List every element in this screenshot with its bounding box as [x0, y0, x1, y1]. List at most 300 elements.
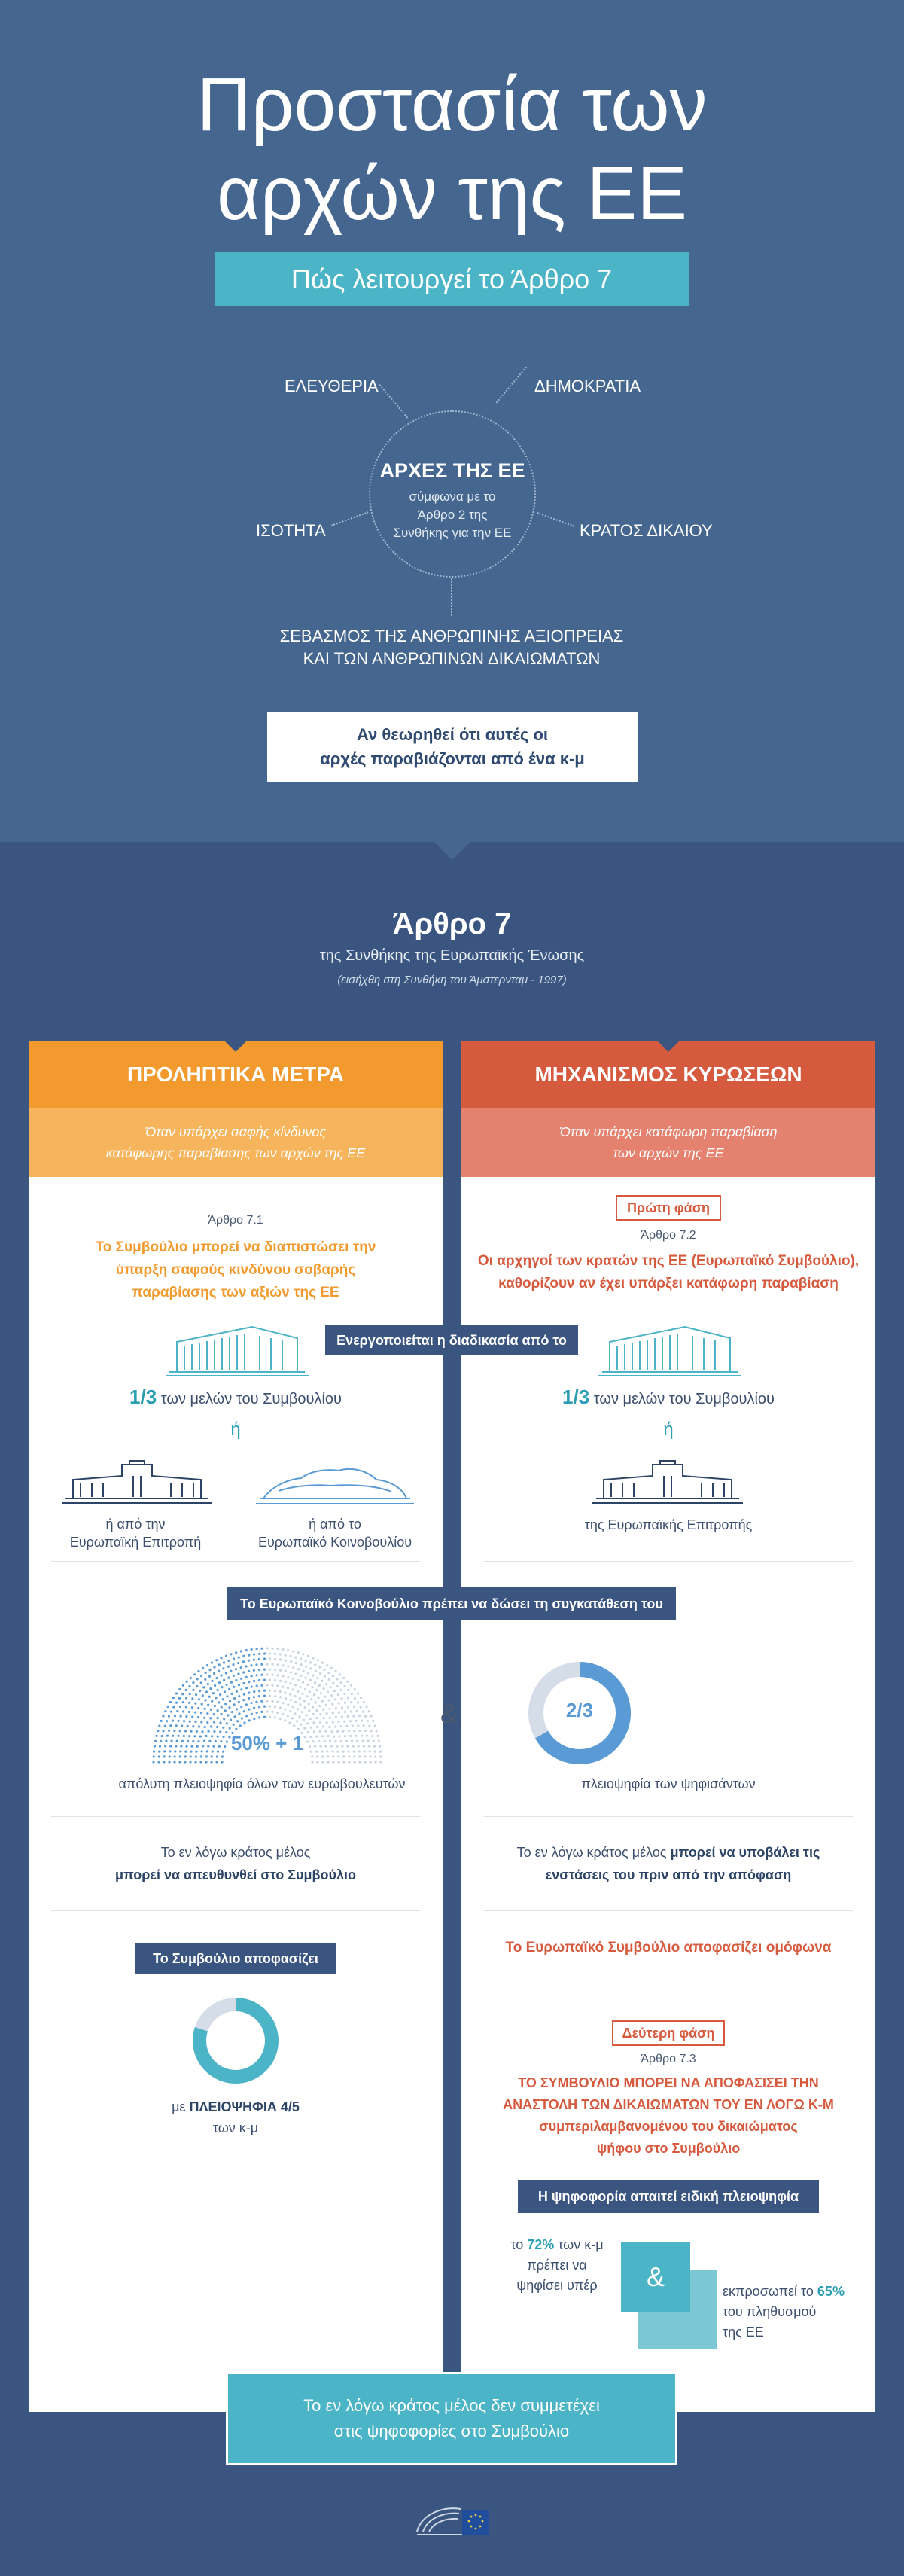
seat-dot: [189, 1721, 191, 1723]
seat-dot: [299, 1703, 301, 1706]
seat-dot: [202, 1667, 204, 1669]
seat-dot: [233, 1697, 236, 1700]
seat-dot: [350, 1710, 352, 1712]
seat-dot: [180, 1715, 182, 1718]
seat-dot: [202, 1686, 205, 1688]
seat-dot: [351, 1693, 353, 1695]
seat-dot: [250, 1702, 252, 1704]
seat-dot: [364, 1730, 367, 1732]
seat-dot: [175, 1745, 177, 1747]
seat-dot: [353, 1755, 355, 1757]
seat-dot: [324, 1730, 327, 1733]
seat-dot: [354, 1697, 356, 1700]
seat-dot: [336, 1685, 339, 1687]
seat-dot: [260, 1684, 263, 1687]
seat-dot: [184, 1755, 187, 1757]
seat-dot: [356, 1740, 358, 1742]
seat-dot: [224, 1690, 226, 1693]
seat-dot: [324, 1740, 326, 1742]
seat-dot: [289, 1693, 291, 1696]
seat-dot: [350, 1684, 352, 1687]
seat-dot: [336, 1730, 339, 1733]
seat-dot: [158, 1755, 160, 1757]
parliament-building-icon: [256, 1457, 414, 1510]
seat-dot: [312, 1713, 314, 1715]
seat-dot: [339, 1673, 341, 1675]
seat-dot: [204, 1678, 206, 1681]
seat-dot: [201, 1730, 203, 1733]
seat-dot: [253, 1690, 255, 1693]
seat-dot: [205, 1755, 208, 1757]
seat-dot: [227, 1677, 230, 1679]
seat-dot: [342, 1761, 345, 1763]
separator: [51, 1561, 420, 1562]
seat-dot: [274, 1658, 276, 1660]
seat-dot: [369, 1750, 371, 1752]
seat-dot: [298, 1715, 300, 1718]
seat-dot: [297, 1651, 300, 1654]
seat-dot: [263, 1669, 266, 1671]
seat-dot: [318, 1705, 321, 1707]
seat-dot: [328, 1678, 330, 1681]
seat-dot: [184, 1730, 187, 1732]
separator: [484, 1910, 853, 1911]
seat-dot: [186, 1681, 188, 1683]
seat-dot: [294, 1701, 297, 1703]
seat-dot: [172, 1706, 175, 1708]
seat-dot: [194, 1703, 196, 1705]
seat-dot: [224, 1703, 227, 1705]
two-thirds-label: πλειοψηφία των ψηφισάντων: [581, 1776, 756, 1791]
seat-dot: [173, 1730, 175, 1732]
seat-dot: [327, 1690, 329, 1693]
seat-dot: [242, 1699, 245, 1701]
seat-dot: [253, 1680, 255, 1682]
seat-dot: [341, 1745, 343, 1748]
seat-dot: [297, 1679, 300, 1681]
seat-dot: [296, 1720, 298, 1722]
seat-dot: [285, 1709, 287, 1711]
seat-dot: [325, 1683, 327, 1685]
seat-dot: [318, 1666, 321, 1669]
seat-dot: [356, 1710, 358, 1712]
seat-dot: [328, 1708, 330, 1710]
seat-dot: [303, 1706, 306, 1709]
seat-dot: [251, 1713, 253, 1715]
seat-dot: [327, 1755, 329, 1757]
seat-dot: [315, 1751, 318, 1753]
seat-dot: [194, 1721, 196, 1723]
seat-dot: [162, 1730, 164, 1732]
seat-dot: [306, 1714, 308, 1716]
seat-dot: [200, 1712, 202, 1714]
seat-dot: [266, 1684, 268, 1686]
seat-dot: [294, 1684, 297, 1686]
seat-dot: [160, 1740, 162, 1742]
seat-dot: [200, 1681, 202, 1684]
seat-dot: [282, 1686, 284, 1688]
seat-dot: [159, 1745, 161, 1748]
seat-dot: [374, 1755, 376, 1757]
seat-dot: [321, 1662, 324, 1664]
seat-dot: [272, 1700, 274, 1703]
seat-dot: [292, 1666, 294, 1669]
seat-dot: [335, 1716, 337, 1718]
seat-dot: [358, 1715, 361, 1717]
seat-dot: [291, 1717, 294, 1719]
seat-dot: [334, 1740, 336, 1742]
seat-dot: [172, 1735, 174, 1737]
seat-dot: [170, 1740, 172, 1742]
seat-dot: [330, 1686, 332, 1688]
seat-dot: [271, 1648, 273, 1650]
seat-dot: [198, 1698, 200, 1700]
right-header-notch: [658, 1041, 679, 1052]
seat-dot: [240, 1650, 242, 1652]
seat-dot: [307, 1655, 309, 1657]
seat-dot: [238, 1712, 240, 1715]
seat-dot: [245, 1665, 248, 1667]
seat-dot: [348, 1761, 350, 1763]
seat-dot: [312, 1721, 315, 1724]
seat-dot: [248, 1692, 250, 1694]
seat-dot: [255, 1701, 257, 1703]
seat-dot: [183, 1720, 185, 1722]
seat-dot: [309, 1690, 311, 1693]
council-decides-label: Το Συμβούλιο αποφασίζει: [135, 1943, 336, 1974]
seat-dot: [351, 1740, 353, 1742]
seat-dot: [209, 1717, 212, 1719]
seat-dot: [269, 1669, 271, 1671]
seat-dot: [195, 1751, 197, 1753]
seat-dot: [161, 1735, 163, 1737]
seat-dot: [361, 1720, 363, 1722]
seat-dot: [345, 1740, 348, 1742]
seat-dot: [258, 1690, 260, 1692]
seat-dot: [343, 1693, 345, 1695]
seat-dot: [271, 1711, 273, 1713]
seat-dot: [316, 1755, 318, 1757]
seat-dot: [368, 1710, 370, 1712]
seat-dot: [271, 1684, 273, 1687]
seat-dot: [201, 1703, 203, 1706]
seat-dot: [357, 1692, 359, 1694]
seat-dot: [320, 1692, 322, 1694]
seat-dot: [276, 1712, 279, 1714]
seat-dot: [315, 1701, 317, 1703]
seat-dot: [213, 1730, 215, 1733]
article-subtitle: της Συνθήκης της Ευρωπαϊκής Ένωσης: [319, 947, 585, 964]
seat-dot: [242, 1671, 245, 1673]
seat-dot: [279, 1680, 282, 1682]
seat-dot: [169, 1745, 172, 1747]
seat-dot: [197, 1707, 199, 1709]
final-banner: Το εν λόγω κράτος μέλος δεν συμμετέχει στις ψηφοφορίες στο Συμβούλιο: [226, 2372, 677, 2465]
seat-dot: [174, 1755, 176, 1757]
seat-dot: [223, 1679, 225, 1681]
seat-dot: [300, 1657, 302, 1660]
seat-dot: [300, 1686, 302, 1688]
seat-dot: [345, 1725, 348, 1727]
right-commission-label: της Ευρωπαϊκής Επιτροπής: [584, 1517, 753, 1532]
seat-dot: [231, 1693, 233, 1695]
seat-dot: [274, 1653, 276, 1655]
seat-dot: [340, 1681, 342, 1684]
seat-dot: [248, 1654, 250, 1657]
seat-dot: [166, 1735, 169, 1737]
seat-dot: [337, 1693, 339, 1696]
seat-dot: [177, 1720, 179, 1722]
seat-dot: [314, 1663, 316, 1666]
seat-dot: [227, 1660, 230, 1662]
seat-dot: [362, 1711, 364, 1713]
seat-dot: [207, 1704, 209, 1706]
seat-dot: [204, 1699, 206, 1701]
seat-dot: [256, 1684, 258, 1687]
seat-dot: [229, 1700, 231, 1702]
left-parliament-label: ή από το Ευρωπαϊκό Κοινοβουλίου: [257, 1517, 412, 1550]
ampersand: &: [440, 1698, 459, 1729]
seat-dot: [201, 1750, 203, 1752]
seat-dot: [157, 1761, 160, 1763]
seat-dot: [235, 1651, 237, 1654]
seat-dot: [183, 1735, 185, 1737]
seat-dot: [274, 1716, 276, 1718]
seat-dot: [176, 1710, 178, 1712]
seat-dot: [321, 1680, 323, 1682]
seat-dot: [334, 1698, 336, 1700]
seat-dot: [218, 1701, 220, 1703]
seat-dot: [266, 1700, 268, 1702]
seat-dot: [276, 1684, 279, 1687]
seat-dot: [269, 1706, 271, 1708]
seat-dot: [212, 1745, 215, 1748]
seat-dot: [310, 1727, 312, 1729]
seat-dot: [269, 1690, 271, 1692]
seat-dot: [263, 1716, 266, 1718]
principle-freedom: ΕΛΕΥΘΕΡΙΑ: [285, 376, 379, 395]
seat-dot: [200, 1675, 202, 1677]
seat-dot: [369, 1755, 371, 1757]
seat-dot: [203, 1708, 205, 1710]
seat-dot: [174, 1715, 176, 1717]
seat-dot: [253, 1696, 255, 1698]
seat-dot: [197, 1670, 199, 1672]
seat-dot: [287, 1676, 289, 1678]
seat-dot: [258, 1716, 260, 1718]
two-thirds-value: 2/3: [565, 1699, 594, 1721]
seat-dot: [334, 1670, 336, 1672]
seat-dot: [164, 1745, 166, 1747]
seat-dot: [218, 1681, 221, 1684]
seat-dot: [199, 1761, 202, 1763]
seat-dot: [346, 1745, 349, 1748]
seat-dot: [314, 1681, 316, 1684]
seat-dot: [336, 1678, 338, 1680]
principle-democracy: ΔΗΜΟΚΡΑΤΙΑ: [534, 376, 641, 395]
seat-dot: [223, 1661, 225, 1663]
seat-dot: [192, 1681, 194, 1684]
left-header-notch: [225, 1041, 246, 1052]
seat-dot: [212, 1750, 214, 1752]
seat-dot: [344, 1735, 346, 1737]
seat-dot: [233, 1703, 235, 1706]
seat-dot: [339, 1735, 341, 1737]
seat-dot: [158, 1724, 160, 1727]
seat-dot: [188, 1735, 190, 1737]
seat-dot: [311, 1755, 313, 1757]
seat-dot: [290, 1671, 292, 1673]
seat-dot: [340, 1740, 342, 1742]
seat-dot: [154, 1745, 156, 1748]
seat-dot: [373, 1740, 375, 1742]
seat-dot: [225, 1672, 227, 1674]
seat-dot: [213, 1721, 215, 1724]
seat-dot: [263, 1690, 266, 1692]
seat-dot: [206, 1712, 208, 1715]
seat-dot: [342, 1751, 344, 1753]
sanction-description: ΤΟ ΣΥΜΒΟΥΛΙΟ ΜΠΟΡΕΙ ΝΑ ΑΠΟΦΑΣΙΣΕΙ ΤΗΝ ΑΝΑΣΤΟΛΗ ΤΩΝ ΔΙΚΑΙΩΜΑΤΩΝ ΤΟΥ ΕΝ ΛΟΓΩ Κ-Μ συμπεριλαμβανομένου του δικαιώματος ψήφου στο Συμβούλιο: [503, 2075, 834, 2156]
seat-dot: [313, 1730, 315, 1733]
seat-dot: [214, 1705, 216, 1707]
right-subheader: Όταν υπάρχει κατάφωρη παραβίαση των αρχών της ΕΕ: [461, 1108, 875, 1177]
seat-dot: [205, 1735, 207, 1737]
seat-dot: [220, 1713, 222, 1715]
seat-dot: [308, 1703, 310, 1705]
seat-dot: [276, 1674, 279, 1676]
seat-dot: [332, 1761, 334, 1763]
seat-dot: [174, 1750, 176, 1752]
seat-dot: [240, 1666, 242, 1669]
seat-dot: [241, 1717, 243, 1719]
seat-dot: [178, 1697, 181, 1700]
seat-dot: [279, 1707, 282, 1709]
seat-dot: [269, 1657, 271, 1660]
seat-dot: [240, 1688, 242, 1690]
seat-dot: [191, 1715, 193, 1718]
seat-dot: [243, 1721, 245, 1724]
seat-dot: [263, 1695, 266, 1697]
seat-dot: [230, 1681, 233, 1684]
seat-dot: [181, 1693, 184, 1695]
seat-dot: [211, 1662, 213, 1664]
seat-dot: [164, 1710, 166, 1712]
seat-dot: [172, 1720, 174, 1722]
seat-dot: [282, 1648, 284, 1651]
seat-dot: [188, 1711, 190, 1713]
seat-dot: [210, 1709, 212, 1711]
seat-dot: [370, 1730, 372, 1732]
seat-dot: [228, 1688, 230, 1690]
seat-dot: [216, 1755, 218, 1757]
seat-dot: [285, 1681, 287, 1683]
consent-label: Το Ευρωπαϊκό Κοινοβούλιο πρέπει να δώσει τη συγκατάθεση του: [227, 1587, 676, 1620]
seat-dot: [279, 1659, 282, 1661]
seat-dot: [255, 1663, 257, 1666]
separator: [484, 1816, 853, 1817]
seat-dot: [240, 1678, 242, 1680]
seat-dot: [184, 1761, 186, 1763]
seat-dot: [336, 1745, 338, 1748]
seat-dot: [310, 1698, 312, 1700]
seat-dot: [303, 1670, 305, 1672]
section-arrow: [434, 842, 470, 860]
seat-dot: [327, 1761, 329, 1763]
seat-dot: [340, 1725, 342, 1727]
seat-dot: [169, 1724, 172, 1727]
seat-dot: [329, 1740, 331, 1742]
seat-dot: [191, 1745, 193, 1748]
seat-dot: [260, 1648, 263, 1650]
seat-dot: [321, 1700, 324, 1703]
seat-dot: [216, 1726, 218, 1728]
seat-dot: [196, 1685, 198, 1687]
seat-dot: [315, 1689, 318, 1691]
seat-dot: [279, 1718, 282, 1720]
left-or: ή: [230, 1419, 241, 1440]
seat-dot: [200, 1721, 202, 1723]
seat-dot: [366, 1735, 368, 1737]
seat-dot: [218, 1670, 220, 1672]
seat-dot: [300, 1724, 302, 1726]
seat-dot: [198, 1726, 200, 1728]
seat-dot: [168, 1730, 170, 1732]
seat-dot: [226, 1695, 228, 1697]
seat-dot: [374, 1724, 376, 1727]
seat-dot: [236, 1690, 238, 1693]
seat-dot: [155, 1735, 157, 1737]
seat-dot: [242, 1655, 245, 1657]
seat-dot: [208, 1730, 210, 1733]
seat-dot: [195, 1756, 197, 1758]
seat-dot: [303, 1700, 306, 1702]
seat-dot: [282, 1702, 284, 1704]
seat-dot: [274, 1695, 276, 1697]
seat-dot: [256, 1712, 258, 1714]
seat-dot: [153, 1751, 155, 1753]
seat-dot: [202, 1745, 204, 1747]
seat-dot: [294, 1672, 297, 1675]
seat-dot: [253, 1707, 255, 1709]
seat-dot: [368, 1745, 370, 1747]
seat-dot: [210, 1725, 212, 1727]
seat-dot: [289, 1682, 291, 1684]
seat-dot: [163, 1755, 166, 1757]
seat-dot: [235, 1668, 237, 1670]
seat-dot: [200, 1755, 202, 1757]
seat-dot: [347, 1706, 349, 1708]
seat-dot: [188, 1685, 190, 1687]
seat-dot: [358, 1745, 360, 1747]
seat-dot: [331, 1750, 333, 1752]
seat-dot: [260, 1700, 263, 1703]
seat-dot: [332, 1712, 334, 1714]
seat-dot: [274, 1679, 276, 1681]
commission-building-icon: [62, 1453, 212, 1510]
seat-dot: [290, 1660, 292, 1663]
seat-dot: [360, 1697, 362, 1699]
seat-dot: [235, 1679, 237, 1681]
seat-dot: [169, 1750, 171, 1752]
seat-dot: [297, 1668, 300, 1670]
seat-dot: [260, 1711, 263, 1713]
seat-dot: [294, 1695, 297, 1697]
initiated-label: Ενεργοποιείται η διαδικασία από το: [325, 1325, 578, 1355]
seat-dot: [343, 1685, 345, 1687]
separator: [484, 1561, 853, 1562]
seat-dot: [373, 1745, 376, 1748]
seat-dot: [363, 1701, 365, 1703]
